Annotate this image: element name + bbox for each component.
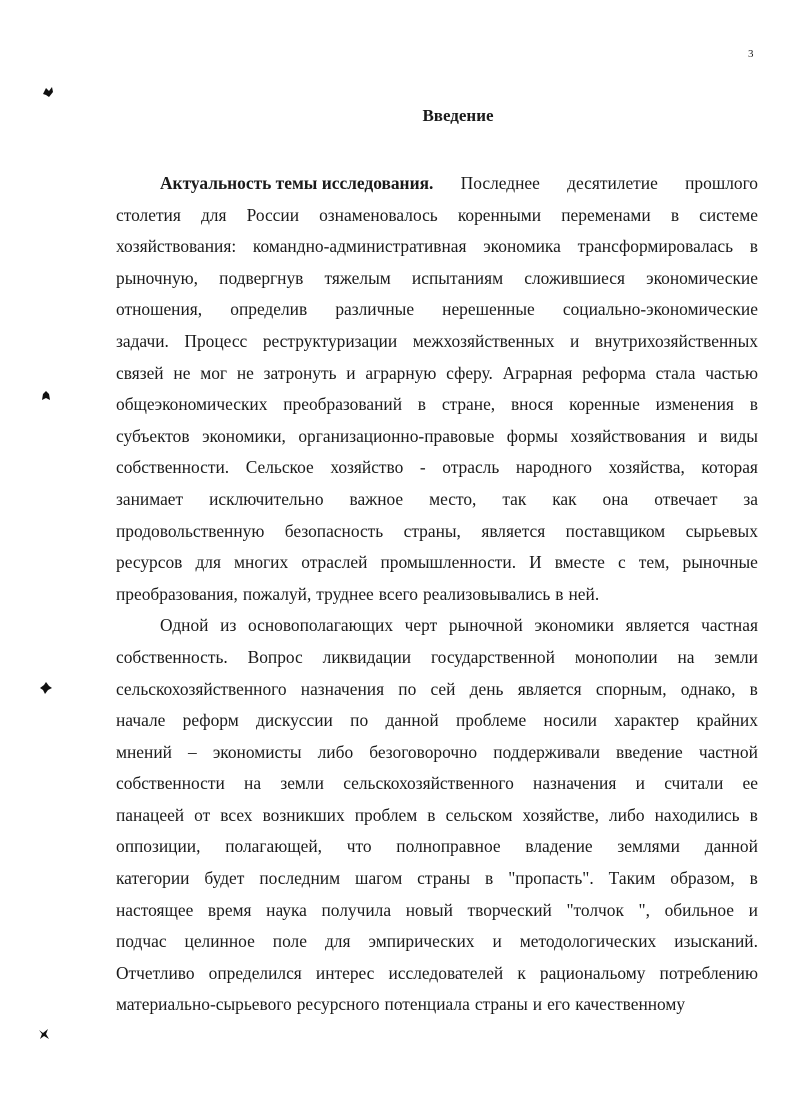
- scan-speck-mark: [38, 388, 54, 404]
- text-line: субъектов экономики, организационно-правовые формы хозяйствования и виды: [116, 425, 758, 446]
- text-line: сельскохозяйственного назначения по сей день является спорным, однако, в: [116, 678, 758, 699]
- text-line: собственность. Вопрос ликвидации государственной монополии на земли: [116, 646, 758, 667]
- text-line: мнений – экономисты либо безоговорочно поддерживали введение частной: [116, 741, 758, 762]
- text-line: Актуальность темы исследования. Последнее десятилетие прошлого: [116, 168, 758, 200]
- text-line: общеэкономических преобразований в стране, внося коренные изменения в: [116, 394, 758, 415]
- text-line: категории будет последним шагом страны в "пропасть". Таким образом, в: [116, 868, 758, 889]
- text-line: материально-сырьевого ресурсного потенциала страны и его качественному: [116, 994, 686, 1015]
- scan-speck-mark: [38, 680, 54, 696]
- text-line: отношения, определив различные нерешенные социально-экономические: [116, 299, 758, 320]
- text-line: собственности на земли сельскохозяйственного назначения и считали ее: [116, 773, 758, 794]
- page-title: Введение: [422, 106, 494, 125]
- text-line: подчас целинное поле для эмпирических и методологических изысканий.: [116, 931, 758, 952]
- text-line: столетия для России ознаменовалось коренными переменами в системе: [116, 204, 758, 225]
- text-line: занимает исключительно важное место, так как она отвечает за: [116, 488, 758, 509]
- scan-speck-mark: [40, 84, 56, 100]
- text-line: Одной из основополагающих черт рыночной экономики является частная: [160, 615, 758, 636]
- lead-phrase: Актуальность темы исследования.: [160, 173, 434, 193]
- text-line: панацеей от всех возникших проблем в сельском хозяйстве, либо находились в: [116, 804, 758, 825]
- page-number: 3: [748, 48, 754, 60]
- body-text: [116, 168, 758, 1021]
- text-line: рыночную, подвергнув тяжелым испытаниям сложившиеся экономические: [116, 267, 758, 288]
- text-line: продовольственную безопасность страны, является поставщиком сырьевых: [116, 520, 758, 541]
- text-line: ресурсов для многих отраслей промышленности. И вместе с тем, рыночные: [116, 552, 758, 573]
- text-line: хозяйствования: командно-административная экономика трансформировалась в: [116, 236, 758, 257]
- text-line: Отчетливо определился интерес исследователей к рациональому потреблению: [116, 962, 758, 983]
- text-line: связей не мог не затронуть и аграрную сферу. Аграрная реформа стала частью: [116, 362, 758, 383]
- text-line: начале реформ дискуссии по данной проблеме носили характер крайних: [116, 710, 758, 731]
- scan-speck-mark: [36, 1026, 52, 1042]
- text-line: задачи. Процесс реструктуризации межхозяйственных и внутрихозяйственных: [116, 330, 758, 351]
- text-line: оппозиции, полагающей, что полноправное владение землями данной: [116, 836, 758, 857]
- text-line: настоящее время наука получила новый творческий "толчок ", обильное и: [116, 899, 758, 920]
- text-line: собственности. Сельское хозяйство - отрасль народного хозяйства, которая: [116, 457, 758, 478]
- text-line: преобразования, пожалуй, труднее всего реализовывались в ней.: [116, 583, 600, 604]
